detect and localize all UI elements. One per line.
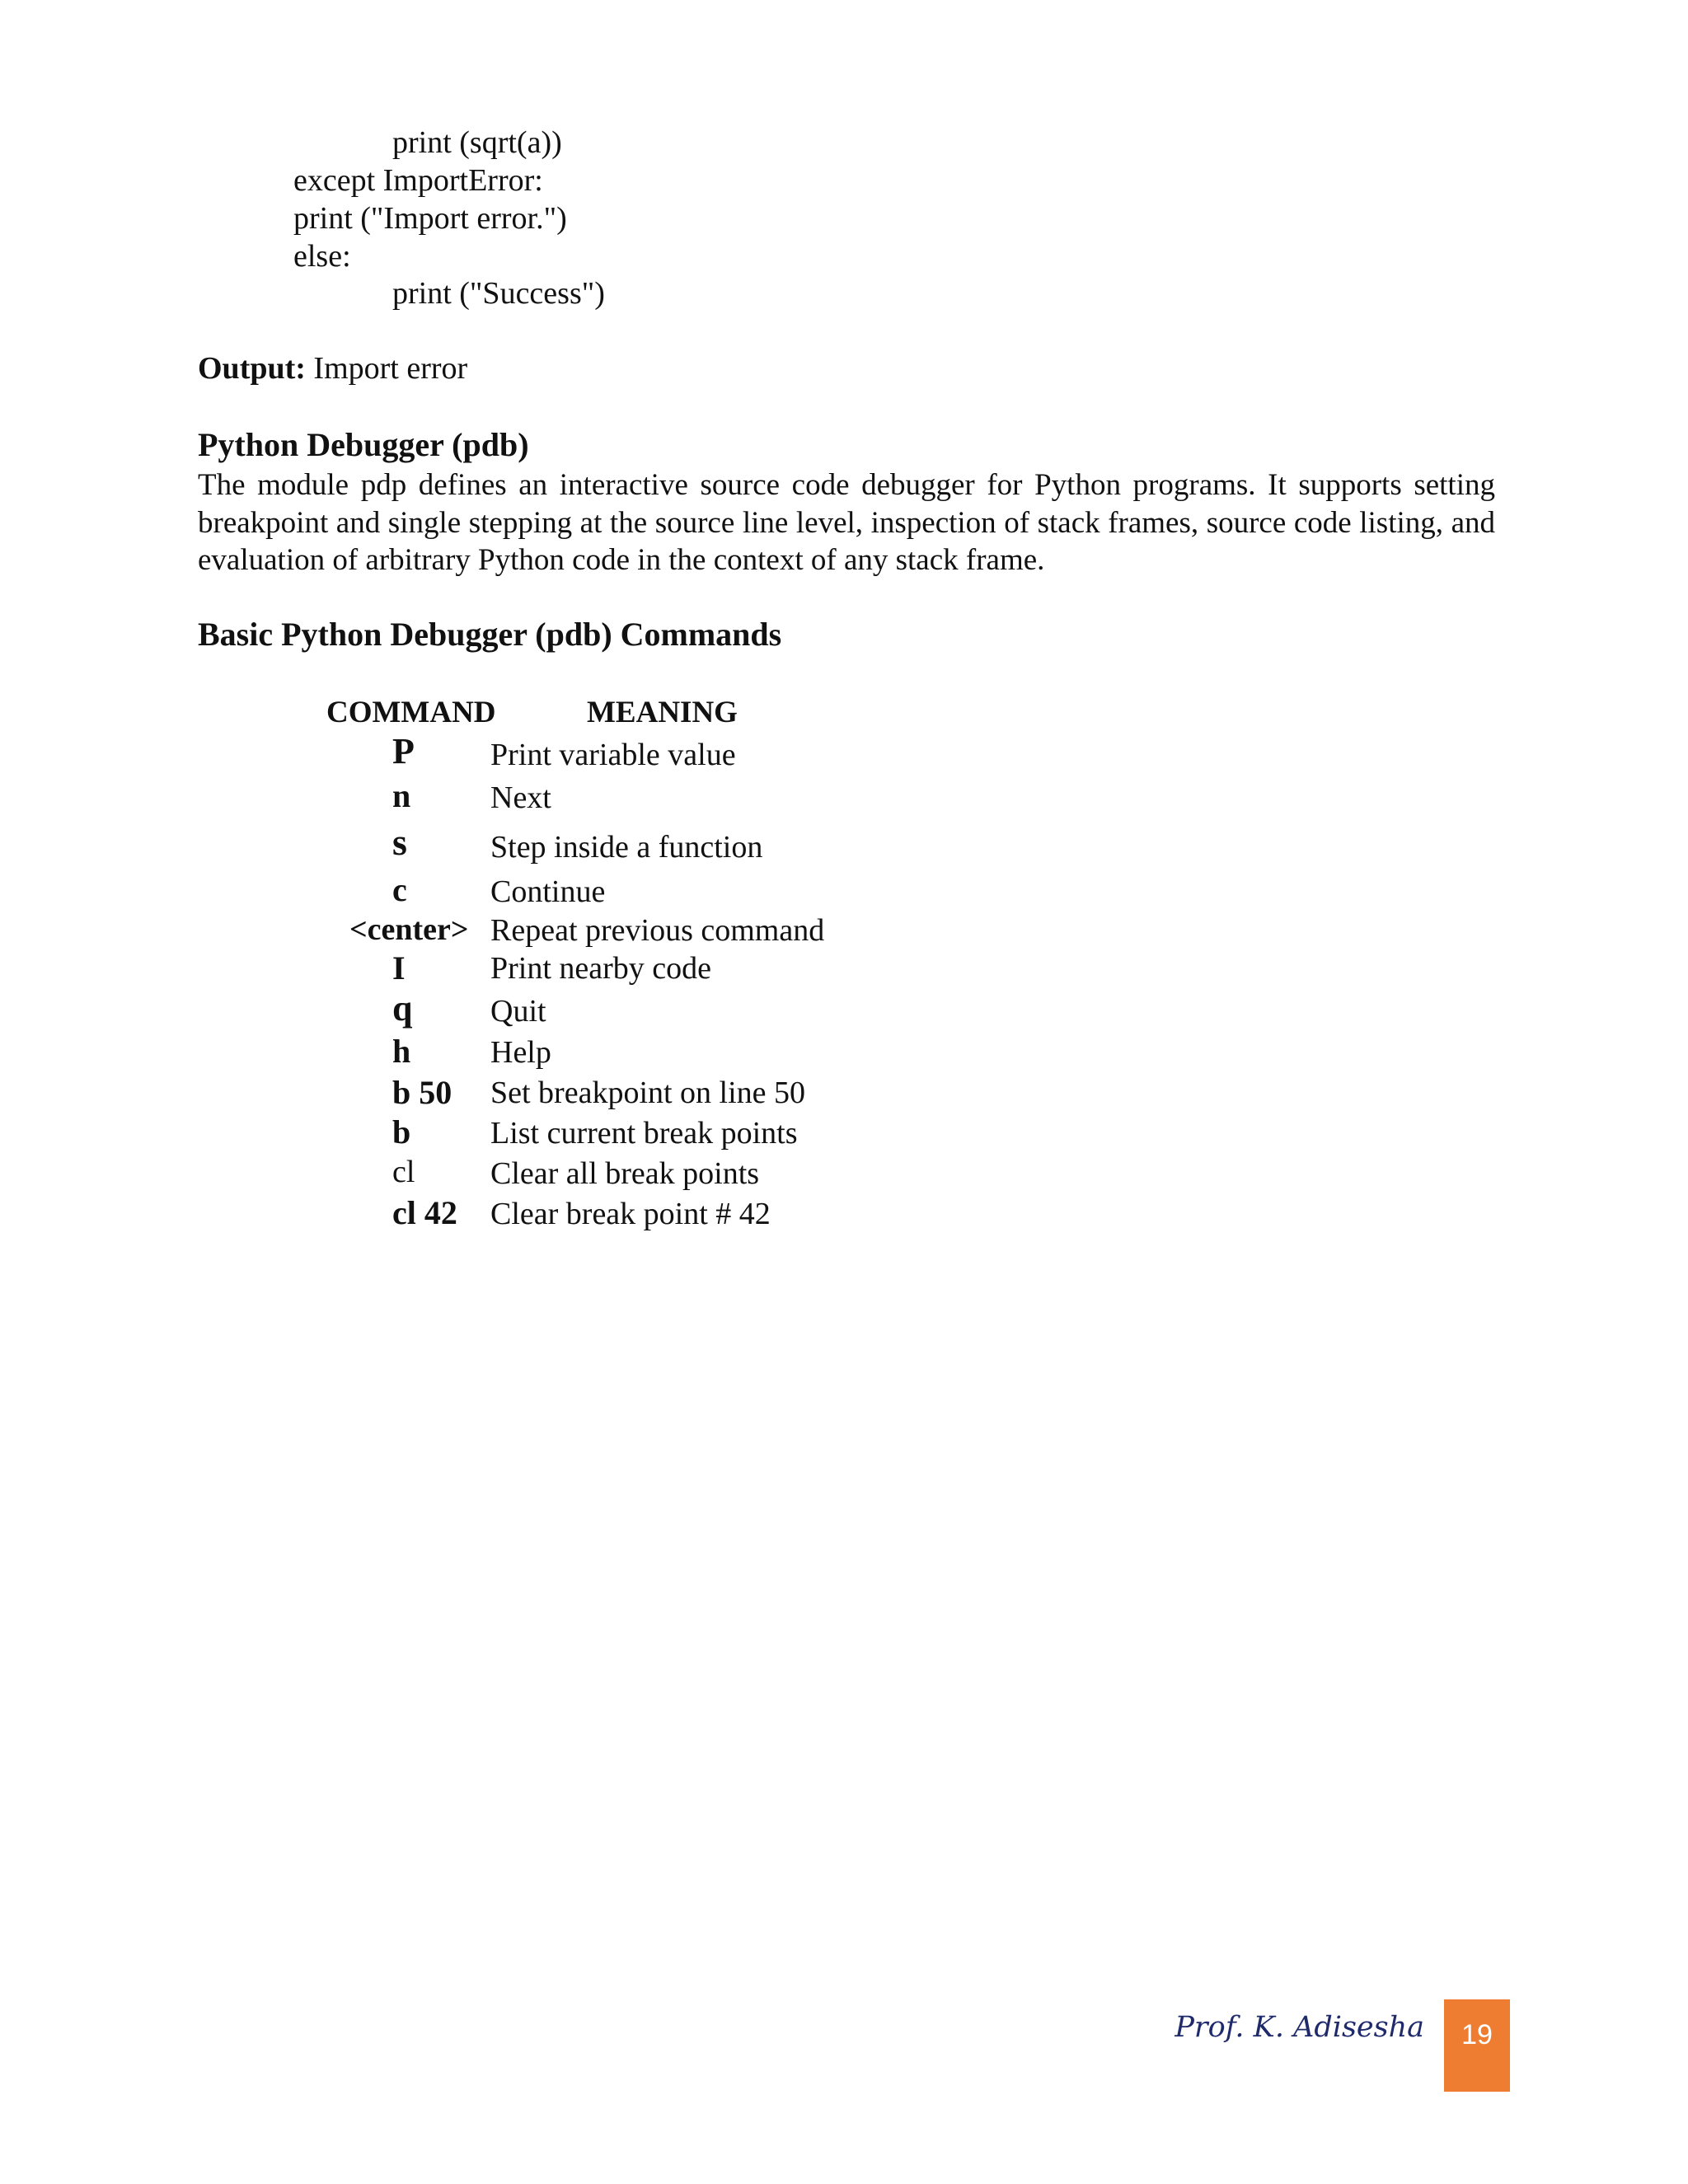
- footer-author: Prof. K. Adisesha: [1175, 2011, 1424, 2044]
- page-number-badge: 19: [1444, 1999, 1510, 2092]
- output-label: Output:: [198, 351, 306, 386]
- code-line: print ("Import error."): [293, 201, 567, 236]
- meaning-cell: Set breakpoint on line 50: [490, 1076, 806, 1110]
- meaning-cell: Clear break point # 42: [490, 1197, 771, 1231]
- code-line: except ImportError:: [293, 163, 543, 198]
- column-header-command: COMMAND: [326, 696, 496, 729]
- meaning-cell: Step inside a function: [490, 830, 763, 865]
- command-cell: I: [392, 949, 406, 987]
- command-cell: b: [392, 1113, 411, 1151]
- meaning-cell: Quit: [490, 994, 546, 1029]
- section-heading-pdb: Python Debugger (pdb): [198, 426, 529, 463]
- command-cell: cl 42: [392, 1194, 457, 1231]
- output-line: [198, 349, 467, 387]
- meaning-cell: Next: [490, 780, 551, 815]
- meaning-cell: Repeat previous command: [490, 913, 825, 948]
- command-cell: cl: [392, 1155, 415, 1189]
- command-cell: q: [392, 988, 413, 1029]
- code-line: else:: [293, 239, 351, 274]
- meaning-cell: List current break points: [490, 1116, 798, 1151]
- meaning-cell: Help: [490, 1035, 551, 1070]
- section-heading-commands: Basic Python Debugger (pdb) Commands: [198, 616, 782, 653]
- command-cell: b 50: [392, 1074, 452, 1111]
- pdb-description: The module pdp defines an interactive source code debugger for Python programs. It supports setting breakpoint and single stepping at the source line level, inspection of stack frames, source code listing, and evaluation of arbitrary Python code in the context of any stack frame.: [198, 468, 1495, 577]
- command-cell: <center>: [349, 912, 469, 947]
- meaning-cell: Print nearby code: [490, 951, 712, 986]
- code-line: print (sqrt(a)): [392, 125, 562, 160]
- meaning-cell: Continue: [490, 874, 606, 909]
- command-cell: P: [392, 731, 415, 771]
- output-value: Import error: [313, 351, 468, 386]
- meaning-cell: Clear all break points: [490, 1156, 760, 1191]
- column-header-meaning: MEANING: [587, 696, 738, 729]
- meaning-cell: Print variable value: [490, 738, 736, 772]
- command-cell: c: [392, 871, 407, 908]
- command-cell: s: [392, 821, 407, 863]
- code-line: print ("Success"): [392, 276, 605, 311]
- command-cell: h: [392, 1033, 411, 1070]
- command-cell: n: [392, 777, 411, 814]
